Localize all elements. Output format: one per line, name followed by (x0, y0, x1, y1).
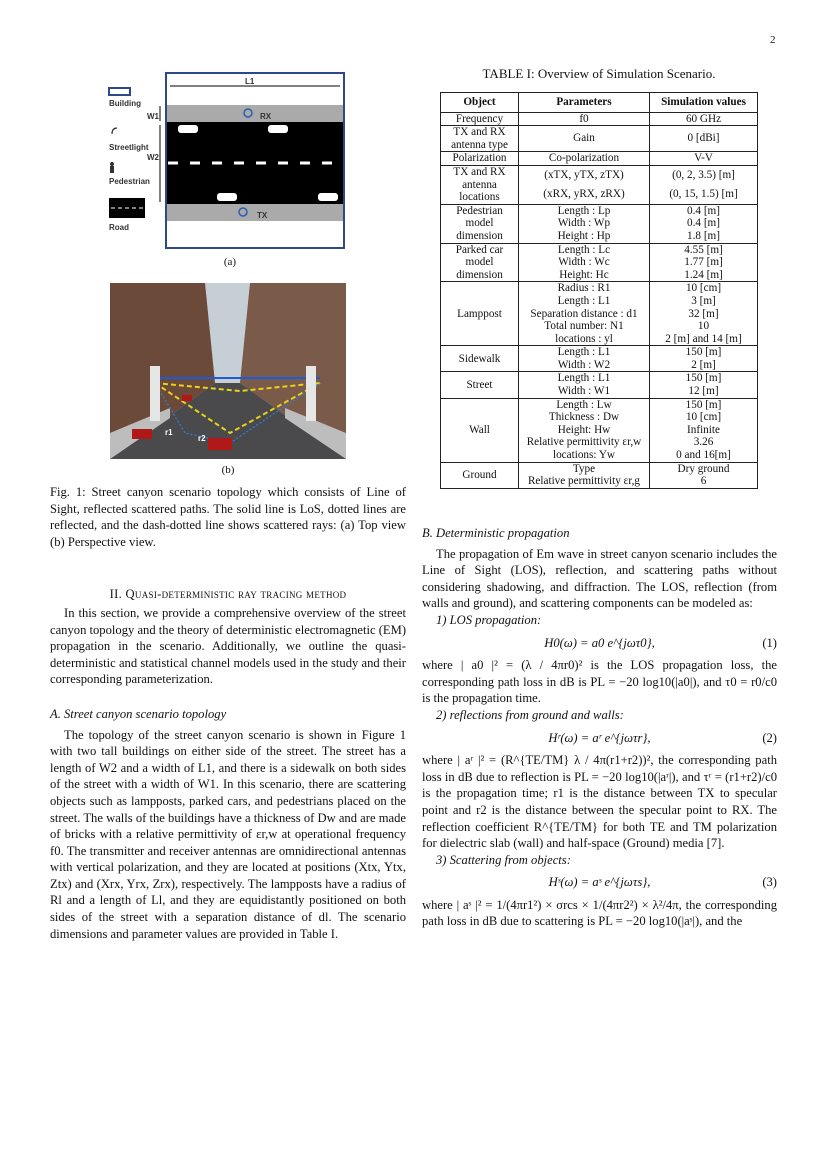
figure-b-label: (b) (221, 464, 235, 476)
table-header: Simulation values (650, 93, 758, 113)
dim-w1: W1 (147, 112, 159, 121)
figure-caption: Fig. 1: Street canyon scenario topology which consists of Line of Sight, reflected scattered paths. The solid line is LoS, dotted lines are reflected, and the dash-dotted line shows scattered rays: (a) Top view (b) Perspective view. (50, 485, 406, 549)
table-cell-parameter: Type (519, 462, 650, 475)
table-cell-parameter: Length : Lp (519, 204, 650, 217)
table-cell-parameter: Length : Lw (519, 398, 650, 411)
table-cell-parameter: Height: Hw (519, 424, 650, 437)
table-cell-value: 10 (650, 320, 758, 333)
legend-pedestrian: Pedestrian (109, 177, 150, 186)
table-cell-parameter: Relative permittivity εr,g (519, 475, 650, 488)
dim-l1: L1 (245, 77, 255, 86)
table-cell-object: Lamppost (441, 282, 519, 346)
table-cell-value: 60 GHz (650, 112, 758, 126)
table-cell-parameter: Gain (519, 126, 650, 152)
scattering-description: where | aˢ |² = 1/(4πr1²) × σrcs × 1/(4πr2²) × λ²/4π, the corresponding path loss in dB due to scattering is PL = −20 log10(|aˢ|), and the (422, 897, 777, 929)
reflection-description: where | aʳ |² = (R^{TE/TM} λ / 4π(r1+r2))², the corresponding path loss in dB due to reflection is PL = −20 log10(|aʳ|), and τʳ = (r1+r2)/c0 is the propagation time; r1 is the distance between TX to specular point and r2 is the distance between the specular point to RX. The reflection coefficient R^{TE/TM} for both TE and TM polarization for dielectric slab (wall) and half-space (Ground) media [7]. (422, 753, 777, 851)
table-cell-value: 0 [dBi] (650, 126, 758, 152)
table-cell-value: 150 [m] (650, 346, 758, 359)
simulation-table-container (440, 92, 758, 489)
table-cell-value: 10 [cm] (650, 282, 758, 295)
table-cell-parameter: Height : Hp (519, 230, 650, 243)
table-row (441, 112, 758, 126)
table-cell-value: 0.4 [m] (650, 204, 758, 217)
subsection-scattering: 3) Scattering from objects: (436, 852, 571, 867)
equation-1-number: (1) (762, 635, 777, 650)
table-cell-value: 10 [cm] (650, 411, 758, 424)
table-cell-object: TX and RX antenna locations (441, 165, 519, 204)
table-row (441, 152, 758, 166)
table-cell-parameter: Radius : R1 (519, 282, 650, 295)
table-cell-value: (0, 2, 3.5) [m] (650, 165, 758, 184)
table-cell-value: 150 [m] (650, 398, 758, 411)
table-cell-parameter: (xTX, yTX, zTX) (519, 165, 650, 184)
table-cell-object: Pedestrian model dimension (441, 204, 519, 243)
section-2-paragraph: In this section, we provide a comprehensive overview of the street canyon topology and the theory of deterministic electromagnetic (EM) propagation in the scenario. Additionally, we outline the quasi-deterministic and statistical channel models used in the study and their corresponding parameterization. (50, 605, 407, 687)
section-2-heading: II. Quasi-deterministic ray tracing method (109, 587, 347, 602)
tx-label: TX (257, 211, 268, 220)
los-description: where | a0 |² = (λ / 4πr0)² is the LOS propagation loss, the corresponding path loss in dB is PL = −20 log10(|a0|), and τ0 = r0/c0 is the propagation time. (422, 658, 777, 706)
table-cell-parameter: Co-polarization (519, 152, 650, 166)
table-cell-value: 3 [m] (650, 295, 758, 308)
equation-3-number: (3) (762, 875, 777, 890)
table-cell-value: V-V (650, 152, 758, 166)
table-cell-parameter: Length : L1 (519, 295, 650, 308)
table-cell-parameter: (xRX, yRX, zRX) (519, 185, 650, 204)
figure-a-label: (a) (223, 256, 237, 268)
table-cell-value: (0, 15, 1.5) [m] (650, 185, 758, 204)
table-row (441, 398, 758, 411)
subsection-reflections: 2) reflections from ground and walls: (436, 707, 624, 722)
table-cell-value: 150 [m] (650, 372, 758, 385)
equation-2-number: (2) (762, 730, 777, 745)
table-cell-parameter: Width : Wp (519, 217, 650, 230)
table-cell-parameter: Length : Lc (519, 243, 650, 256)
path-label-r1: r1 (165, 428, 173, 437)
rx-label: RX (260, 112, 272, 121)
equation-2-body: Hʳ(ω) = aʳ e^{jωτr}, (548, 730, 651, 745)
table-cell-parameter: Separation distance : d1 (519, 308, 650, 321)
section-a-paragraph: The topology of the street canyon scenario is shown in Figure 1 with two tall buildings on either side of the street. The street has a length of W2 and a width of L1, and there is a sidewalk on both sides of the street with a width of W1. In this scenario, there are scattering objects such as lampposts, parked cars, and pedestrians placed on the street. The walls of the buildings have a thickness of Dw and are made of bricks with a relative permittivity of εr,w at operational frequency f0. The transmitter and receiver antennas are omnidirectional antennas with vertical polarization, and they are located at positions (Xtx, Ytx, Ztx) and (Xrx, Yrx, Zrx), respectively. The lampposts have a radius of Rl and a length of Ll, and they are equidistantly positioned on both sides of the street with a separation distance of dl. The scenario dimensions and parameter values are provided in Table I. (50, 727, 406, 941)
equation-1-body: H0(ω) = a0 e^{jωτ0}, (544, 635, 655, 650)
table-cell-value: 2 [m] and 14 [m] (650, 333, 758, 346)
table-cell-parameter: Length : L1 (519, 372, 650, 385)
table-cell-parameter: locations : yl (519, 333, 650, 346)
table-cell-object: Parked car model dimension (441, 243, 519, 282)
table-header: Object (441, 93, 519, 113)
simulation-table (440, 92, 758, 489)
table-cell-object: Wall (441, 398, 519, 462)
table-row (441, 282, 758, 295)
right-column (422, 525, 777, 930)
table-body (441, 112, 758, 488)
table-cell-parameter: Width : Wc (519, 256, 650, 269)
table-cell-value: Infinite (650, 424, 758, 437)
table-cell-parameter: Total number: N1 (519, 320, 650, 333)
table-row (441, 372, 758, 385)
table-cell-value: 6 (650, 475, 758, 488)
street-canyon-perspective-image (110, 283, 346, 459)
table-cell-object: Sidewalk (441, 346, 519, 372)
table-header: Parameters (519, 93, 650, 113)
table-cell-value: Dry ground (650, 462, 758, 475)
subsection-los: 1) LOS propagation: (436, 612, 542, 627)
table-cell-value: 1.8 [m] (650, 230, 758, 243)
table-cell-object: TX and RX antenna type (441, 126, 519, 152)
table-cell-parameter: Thickness : Dw (519, 411, 650, 424)
table-row (441, 462, 758, 475)
table-row (441, 165, 758, 184)
table-cell-object: Polarization (441, 152, 519, 166)
left-column (50, 484, 406, 942)
table-row (441, 204, 758, 217)
table-cell-value: 0 and 16[m] (650, 449, 758, 462)
table-cell-value: 32 [m] (650, 308, 758, 321)
table-cell-value: 12 [m] (650, 385, 758, 398)
table-cell-parameter: Width : W1 (519, 385, 650, 398)
legend-building: Building (109, 99, 141, 108)
table-cell-parameter: Relative permittivity εr,w (519, 436, 650, 449)
equation-3-body: Hˢ(ω) = aˢ e^{jωτs}, (548, 875, 651, 890)
table-cell-value: 3.26 (650, 436, 758, 449)
figure-a-top-view (100, 68, 360, 253)
table-cell-value: 1.77 [m] (650, 256, 758, 269)
table-cell-value: 4.55 [m] (650, 243, 758, 256)
table-row (441, 346, 758, 359)
table-cell-parameter: locations: Yw (519, 449, 650, 462)
equation-2 (422, 730, 777, 747)
page-number: 2 (770, 34, 776, 46)
table-cell-parameter: Length : L1 (519, 346, 650, 359)
equation-1 (422, 635, 777, 652)
table-cell-value: 1.24 [m] (650, 269, 758, 282)
table-cell-object: Ground (441, 462, 519, 488)
dim-w2: W2 (147, 153, 159, 162)
figure-b-perspective-view (110, 283, 346, 459)
table-caption: TABLE I: Overview of Simulation Scenario. (482, 66, 716, 81)
equation-3 (422, 874, 777, 891)
section-b-heading: B. Deterministic propagation (422, 526, 570, 540)
table-cell-parameter: Height: Hc (519, 269, 650, 282)
legend-road: Road (109, 223, 129, 232)
table-cell-object: Street (441, 372, 519, 398)
table-cell-parameter: Width : W2 (519, 359, 650, 372)
table-row (441, 126, 758, 152)
legend-streetlight: Streetlight (109, 143, 149, 152)
table-row (441, 243, 758, 256)
table-cell-value: 0.4 [m] (650, 217, 758, 230)
section-b-intro: The propagation of Em wave in street canyon scenario includes the Line of Sight (LOS), reflection, and scattering paths without considering shadowing, and diffraction. The LOS, reflection (from walls and ground), and scattering components can be modeled as: (422, 546, 777, 611)
table-cell-object: Frequency (441, 112, 519, 126)
table-cell-parameter: f0 (519, 112, 650, 126)
path-label-r2: r2 (198, 434, 206, 443)
table-cell-value: 2 [m] (650, 359, 758, 372)
section-a-heading: A. Street canyon scenario topology (50, 706, 227, 721)
